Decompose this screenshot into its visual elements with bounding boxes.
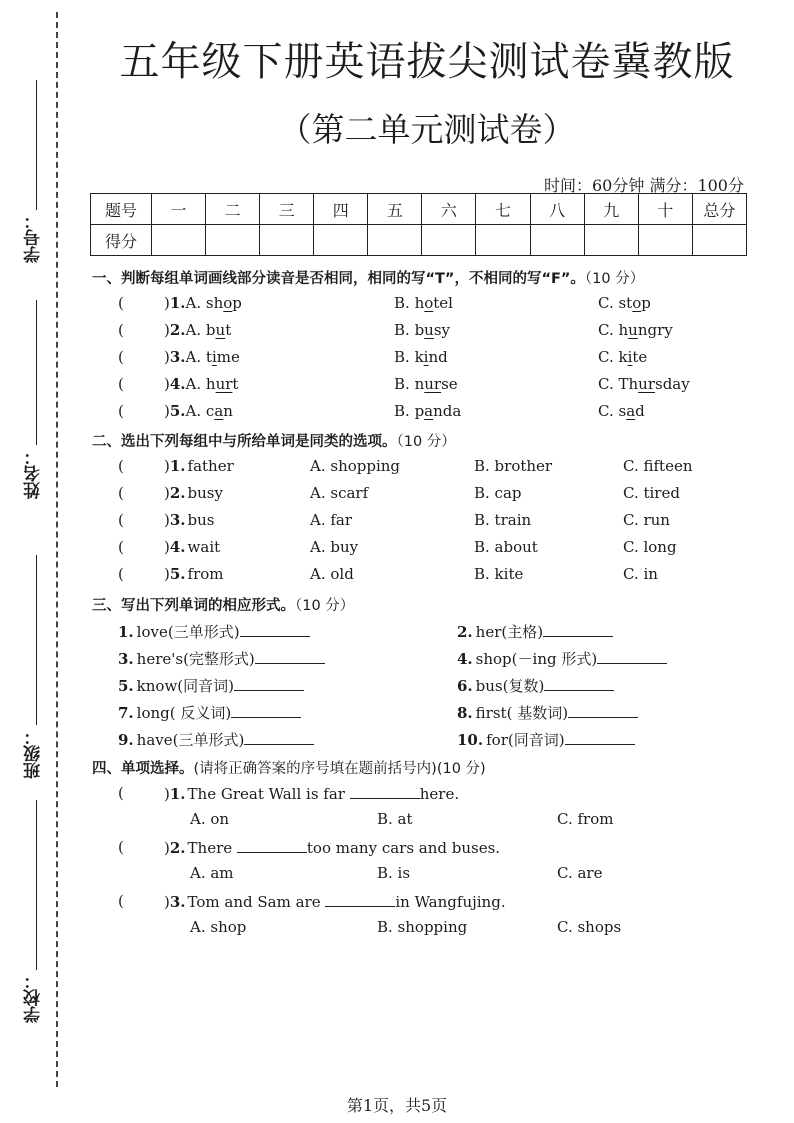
underlined-letters: a bbox=[626, 402, 636, 420]
word-part: n bbox=[414, 375, 425, 393]
section-4-title: 四、单项选择。 bbox=[92, 761, 194, 777]
score-cell[interactable] bbox=[422, 225, 476, 256]
answer-blank[interactable] bbox=[128, 484, 168, 504]
score-header-cell: 七 bbox=[476, 194, 530, 225]
option-label: A. bbox=[185, 321, 206, 339]
paren-close: ) bbox=[164, 402, 170, 420]
score-cell[interactable] bbox=[206, 225, 260, 256]
question-row bbox=[0, 348, 794, 370]
score-cell[interactable] bbox=[692, 225, 746, 256]
section-3-points: （10 分） bbox=[295, 598, 355, 614]
score-table bbox=[90, 193, 747, 256]
score-header-cell: 二 bbox=[206, 194, 260, 225]
given-word: busy bbox=[187, 484, 223, 502]
options-row bbox=[0, 810, 794, 832]
prompt-text: long( 反义词) bbox=[136, 704, 232, 722]
score-header-cell: 八 bbox=[530, 194, 584, 225]
word-part: nd bbox=[428, 348, 448, 366]
fill-in-blank[interactable] bbox=[325, 892, 395, 907]
class-label: 班级： bbox=[24, 728, 44, 779]
question-number: 3. bbox=[169, 893, 186, 911]
option-a: A. shop bbox=[190, 918, 247, 936]
section-3-heading bbox=[92, 594, 354, 615]
question-number: 1. bbox=[169, 785, 186, 803]
question-number: 10. bbox=[457, 731, 484, 749]
question-row bbox=[0, 511, 794, 533]
question-content bbox=[164, 565, 224, 583]
score-header-cell: 六 bbox=[422, 194, 476, 225]
option-b: B. about bbox=[474, 538, 538, 556]
word-part: ngry bbox=[637, 321, 673, 339]
question-text: The Great Wall is far bbox=[187, 785, 350, 803]
page-footer: 第1页，共5页 bbox=[346, 1096, 448, 1115]
answer-paren-open: ( bbox=[118, 784, 124, 802]
option-c: C. run bbox=[623, 511, 670, 529]
option-label: B. bbox=[394, 375, 415, 393]
answer-paren-open: ( bbox=[118, 538, 124, 556]
word-form-item bbox=[118, 729, 314, 751]
option-b: B. is bbox=[377, 864, 411, 882]
prompt-text: shop(－ing 形式) bbox=[475, 650, 598, 668]
underlined-letters: i bbox=[211, 348, 217, 366]
question-content bbox=[164, 892, 506, 911]
prompt-text: love(三单形式) bbox=[136, 623, 240, 641]
question-row bbox=[0, 457, 794, 479]
underlined-letters: a bbox=[214, 402, 224, 420]
word-form-item bbox=[118, 648, 325, 670]
school-label: 学校： bbox=[24, 972, 44, 1023]
page-subtitle: （第二单元测试卷） bbox=[278, 110, 576, 149]
answer-blank[interactable] bbox=[231, 703, 301, 718]
question-number: 4. bbox=[169, 538, 186, 556]
word-form-item bbox=[118, 675, 304, 697]
score-cell[interactable] bbox=[638, 225, 692, 256]
word-part: d bbox=[635, 402, 645, 420]
option-b bbox=[394, 294, 453, 312]
answer-blank[interactable] bbox=[543, 622, 613, 637]
answer-blank[interactable] bbox=[597, 649, 667, 664]
question-content bbox=[164, 838, 500, 857]
option-label: A. bbox=[185, 348, 206, 366]
question-number: 1. bbox=[169, 294, 186, 312]
option-b: B. kite bbox=[474, 565, 524, 583]
underlined-letters: o bbox=[223, 294, 233, 312]
word-part: me bbox=[216, 348, 240, 366]
word-part: st bbox=[618, 294, 633, 312]
option-b bbox=[394, 348, 448, 366]
answer-paren-open: ( bbox=[118, 402, 124, 420]
question-number: 9. bbox=[118, 731, 134, 749]
student-id-line bbox=[36, 80, 37, 210]
underlined-letters: u bbox=[424, 321, 434, 339]
answer-blank[interactable] bbox=[128, 511, 168, 531]
option-a: A. buy bbox=[310, 538, 359, 556]
question-number: 1. bbox=[118, 623, 134, 641]
word-part: h bbox=[618, 321, 629, 339]
option-label: C. bbox=[598, 294, 619, 312]
word-part: te bbox=[632, 348, 648, 366]
section-4-heading bbox=[92, 757, 486, 778]
question-content bbox=[164, 511, 215, 529]
option-b: B. train bbox=[474, 511, 532, 529]
score-cell[interactable] bbox=[314, 225, 368, 256]
option-label: B. bbox=[394, 402, 415, 420]
word-part: p bbox=[414, 402, 425, 420]
question-number: 6. bbox=[457, 677, 473, 695]
score-header-cell: 五 bbox=[368, 194, 422, 225]
score-header-cell: 总分 bbox=[692, 194, 746, 225]
underlined-letters: ur bbox=[638, 375, 655, 393]
question-number: 7. bbox=[118, 704, 134, 722]
question-number: 2. bbox=[169, 484, 186, 502]
given-word: from bbox=[187, 565, 224, 583]
score-header-cell: 题号 bbox=[91, 194, 152, 225]
section-1-title: 一、判断每组单词画线部分读音是否相同，相同的写“T”，不相同的写“F”。 bbox=[92, 271, 585, 287]
prompt-text: here's(完整形式) bbox=[136, 650, 255, 668]
option-label: C. bbox=[598, 321, 619, 339]
question-row bbox=[0, 538, 794, 560]
answer-blank[interactable] bbox=[128, 784, 168, 804]
fill-in-blank[interactable] bbox=[237, 838, 307, 853]
word-form-item bbox=[118, 621, 310, 643]
score-cell[interactable] bbox=[584, 225, 638, 256]
prompt-text: first( 基数词) bbox=[475, 704, 569, 722]
option-c: C. long bbox=[623, 538, 677, 556]
option-c bbox=[598, 348, 647, 366]
option-b bbox=[394, 402, 461, 420]
word-part: t bbox=[225, 321, 232, 339]
option-a: A. old bbox=[310, 565, 354, 583]
answer-blank[interactable] bbox=[128, 375, 168, 395]
prompt-text: her(主格) bbox=[475, 623, 544, 641]
option-a: A. far bbox=[310, 511, 353, 529]
score-cell[interactable] bbox=[260, 225, 314, 256]
underlined-letters: a bbox=[424, 402, 434, 420]
underlined-letters: i bbox=[627, 348, 633, 366]
score-header-cell: 九 bbox=[584, 194, 638, 225]
word-form-item bbox=[457, 621, 613, 643]
question-text: There bbox=[187, 839, 237, 857]
word-part: Th bbox=[618, 375, 639, 393]
prompt-text: know(同音词) bbox=[136, 677, 234, 695]
answer-blank[interactable] bbox=[565, 730, 635, 745]
word-part: n bbox=[223, 402, 233, 420]
option-c bbox=[598, 402, 645, 420]
option-c: C. tired bbox=[623, 484, 680, 502]
score-header-cell: 三 bbox=[260, 194, 314, 225]
answer-blank[interactable] bbox=[128, 538, 168, 558]
question-number: 3. bbox=[169, 348, 186, 366]
option-b: B. at bbox=[377, 810, 413, 828]
option-c: C. shops bbox=[557, 918, 622, 936]
answer-paren-open: ( bbox=[118, 294, 124, 312]
question-content bbox=[164, 484, 223, 502]
question-number: 5. bbox=[118, 677, 134, 695]
student-id-label: 学号： bbox=[24, 212, 44, 263]
given-word: bus bbox=[187, 511, 215, 529]
word-part: sday bbox=[655, 375, 690, 393]
word-form-item bbox=[457, 648, 667, 670]
section-1-heading bbox=[92, 267, 644, 288]
answer-blank[interactable] bbox=[544, 676, 614, 691]
paren-close: ) bbox=[164, 839, 170, 857]
question-text: Tom and Sam are bbox=[187, 893, 326, 911]
answer-blank[interactable] bbox=[568, 703, 638, 718]
word-part: se bbox=[441, 375, 458, 393]
score-table-header-row bbox=[91, 194, 747, 225]
option-b bbox=[394, 375, 458, 393]
question-content bbox=[164, 348, 240, 366]
question-row bbox=[0, 784, 794, 806]
question-row bbox=[0, 402, 794, 424]
paren-close: ) bbox=[164, 538, 170, 556]
prompt-text: have(三单形式) bbox=[136, 731, 245, 749]
paren-close: ) bbox=[164, 484, 170, 502]
underlined-letters: o bbox=[424, 294, 434, 312]
question-number: 3. bbox=[118, 650, 134, 668]
question-content bbox=[164, 375, 238, 393]
score-header-cell: 十 bbox=[638, 194, 692, 225]
word-form-item bbox=[118, 702, 301, 724]
answer-blank[interactable] bbox=[128, 402, 168, 422]
word-part: t bbox=[205, 348, 212, 366]
question-content bbox=[164, 784, 459, 803]
answer-paren-open: ( bbox=[118, 375, 124, 393]
answer-blank[interactable] bbox=[128, 348, 168, 368]
question-content bbox=[164, 321, 231, 339]
options-row bbox=[0, 864, 794, 886]
question-number: 8. bbox=[457, 704, 473, 722]
word-part: b bbox=[414, 321, 425, 339]
question-row bbox=[0, 838, 794, 860]
option-c: C. from bbox=[557, 810, 614, 828]
answer-paren-open: ( bbox=[118, 457, 124, 475]
question-content bbox=[164, 457, 234, 475]
section-2-points: （10 分） bbox=[396, 434, 456, 450]
prompt-text: for(同音词) bbox=[486, 731, 565, 749]
word-part: b bbox=[205, 321, 216, 339]
question-content bbox=[164, 294, 242, 312]
option-b bbox=[394, 321, 450, 339]
question-number: 2. bbox=[169, 321, 186, 339]
answer-blank[interactable] bbox=[240, 622, 310, 637]
option-c: C. in bbox=[623, 565, 658, 583]
paren-close: ) bbox=[164, 893, 170, 911]
word-part: p bbox=[232, 294, 242, 312]
option-c: C. fifteen bbox=[623, 457, 693, 475]
answer-blank[interactable] bbox=[255, 649, 325, 664]
word-part: sh bbox=[205, 294, 224, 312]
question-number: 5. bbox=[169, 402, 186, 420]
answer-blank[interactable] bbox=[128, 565, 168, 585]
option-b: B. cap bbox=[474, 484, 522, 502]
paren-close: ) bbox=[164, 785, 170, 803]
word-part: h bbox=[414, 294, 425, 312]
answer-paren-open: ( bbox=[118, 511, 124, 529]
score-header-cell: 一 bbox=[152, 194, 206, 225]
answer-blank[interactable] bbox=[128, 294, 168, 314]
answer-paren-open: ( bbox=[118, 348, 124, 366]
answer-paren-open: ( bbox=[118, 484, 124, 502]
underlined-letters: ur bbox=[424, 375, 442, 393]
section-2-title: 二、选出下列每组中与所给单词是同类的选项。 bbox=[92, 434, 397, 450]
question-number: 2. bbox=[457, 623, 473, 641]
question-text: too many cars and buses. bbox=[306, 839, 501, 857]
word-part: sy bbox=[433, 321, 451, 339]
option-label: C. bbox=[598, 375, 619, 393]
underlined-letters: u bbox=[215, 321, 226, 339]
question-row bbox=[0, 484, 794, 506]
score-cell[interactable] bbox=[530, 225, 584, 256]
answer-paren-open: ( bbox=[118, 892, 124, 910]
word-part: k bbox=[414, 348, 424, 366]
question-row bbox=[0, 321, 794, 343]
option-a: A. scarf bbox=[310, 484, 369, 502]
underlined-letters: ur bbox=[215, 375, 233, 393]
fill-in-blank[interactable] bbox=[350, 784, 420, 799]
answer-blank[interactable] bbox=[128, 457, 168, 477]
option-label: B. bbox=[394, 294, 415, 312]
paren-close: ) bbox=[164, 511, 170, 529]
answer-paren-open: ( bbox=[118, 838, 124, 856]
score-table-score-row bbox=[91, 225, 747, 256]
question-number: 3. bbox=[169, 511, 186, 529]
option-label: B. bbox=[394, 348, 415, 366]
option-c: C. are bbox=[557, 864, 603, 882]
score-row-label: 得分 bbox=[91, 225, 152, 256]
word-part: s bbox=[618, 402, 627, 420]
name-label: 姓名： bbox=[24, 448, 44, 499]
word-part: t bbox=[232, 375, 239, 393]
question-number: 2. bbox=[169, 839, 186, 857]
underlined-letters: o bbox=[632, 294, 642, 312]
underlined-letters: i bbox=[423, 348, 429, 366]
answer-paren-open: ( bbox=[118, 321, 124, 339]
given-word: wait bbox=[187, 538, 221, 556]
option-b: B. brother bbox=[474, 457, 553, 475]
question-row bbox=[0, 375, 794, 397]
answer-blank[interactable] bbox=[128, 838, 168, 858]
answer-blank[interactable] bbox=[128, 321, 168, 341]
word-part: nda bbox=[433, 402, 462, 420]
score-cell[interactable] bbox=[152, 225, 206, 256]
given-word: father bbox=[187, 457, 234, 475]
question-row bbox=[0, 892, 794, 914]
question-number: 1. bbox=[169, 457, 186, 475]
option-a: A. on bbox=[190, 810, 230, 828]
option-c bbox=[598, 375, 690, 393]
paren-close: ) bbox=[164, 348, 170, 366]
score-cell[interactable] bbox=[368, 225, 422, 256]
prompt-text: bus(复数) bbox=[475, 677, 545, 695]
word-part: c bbox=[205, 402, 215, 420]
option-label: A. bbox=[185, 375, 206, 393]
answer-blank[interactable] bbox=[128, 892, 168, 912]
option-label: C. bbox=[598, 402, 619, 420]
question-content bbox=[164, 538, 220, 556]
option-label: C. bbox=[598, 348, 619, 366]
score-cell[interactable] bbox=[476, 225, 530, 256]
word-part: tel bbox=[433, 294, 453, 312]
question-number: 4. bbox=[169, 375, 186, 393]
paren-close: ) bbox=[164, 375, 170, 393]
section-1-points: （10 分） bbox=[584, 271, 645, 287]
page-title: 五年级下册英语拔尖测试卷冀教版 bbox=[119, 39, 735, 85]
option-label: B. bbox=[394, 321, 415, 339]
question-content bbox=[164, 402, 233, 420]
section-4-points: (请将正确答案的序号填在题前括号内)(10 分) bbox=[193, 761, 486, 777]
question-row bbox=[0, 565, 794, 587]
option-label: A. bbox=[185, 402, 206, 420]
question-row bbox=[0, 294, 794, 316]
paren-close: ) bbox=[164, 457, 170, 475]
paren-close: ) bbox=[164, 294, 170, 312]
question-number: 5. bbox=[169, 565, 186, 583]
options-row bbox=[0, 918, 794, 940]
word-part: h bbox=[205, 375, 216, 393]
question-number: 4. bbox=[457, 650, 473, 668]
word-part: k bbox=[618, 348, 628, 366]
word-form-item bbox=[457, 702, 638, 724]
section-3-title: 三、写出下列单词的相应形式。 bbox=[92, 598, 295, 614]
time-score-info: 时间：60分钟 满分：100分 bbox=[544, 176, 744, 195]
answer-blank[interactable] bbox=[244, 730, 314, 745]
paren-close: ) bbox=[164, 321, 170, 339]
option-a: A. shopping bbox=[310, 457, 401, 475]
section-2-heading bbox=[92, 430, 456, 451]
question-text: here. bbox=[419, 785, 460, 803]
option-label: A. bbox=[185, 294, 206, 312]
word-form-item bbox=[457, 729, 635, 751]
option-c bbox=[598, 294, 651, 312]
word-part: p bbox=[641, 294, 651, 312]
paren-close: ) bbox=[164, 565, 170, 583]
option-c bbox=[598, 321, 673, 339]
word-form-item bbox=[457, 675, 614, 697]
score-header-cell: 四 bbox=[314, 194, 368, 225]
answer-paren-open: ( bbox=[118, 565, 124, 583]
question-text: in Wangfujing. bbox=[395, 893, 506, 911]
option-a: A. am bbox=[190, 864, 234, 882]
answer-blank[interactable] bbox=[234, 676, 304, 691]
option-b: B. shopping bbox=[377, 918, 468, 936]
underlined-letters: u bbox=[628, 321, 638, 339]
